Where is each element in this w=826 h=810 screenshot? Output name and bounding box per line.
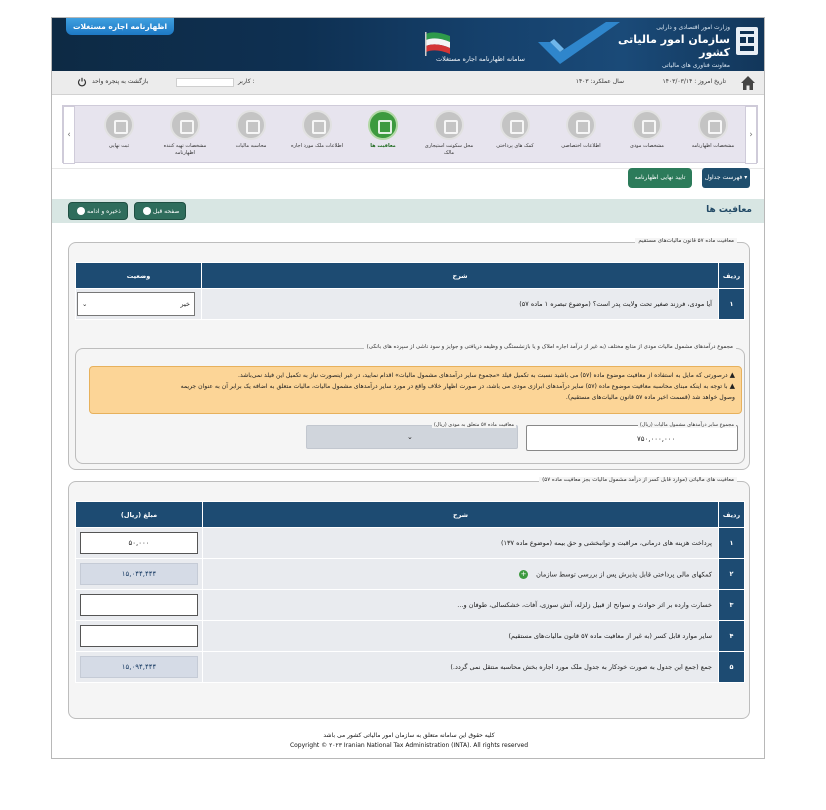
column-header-description: شرح [203, 502, 719, 528]
today-date: تاریخ امروز : ۱۴۰۳/۰۳/۱۴ [662, 78, 726, 85]
table-row [76, 289, 745, 320]
chevron-left-icon[interactable]: ‹ [63, 106, 75, 164]
table-header-row [76, 502, 745, 528]
step-icon [566, 110, 596, 140]
warning-line [96, 392, 735, 403]
declaration-title-tab[interactable]: اظهارنامه اجاره مستغلات [66, 18, 174, 35]
warning-icon: ▲ [729, 382, 735, 390]
plus-icon [77, 207, 85, 215]
other-income-value: ۷۵۰,۰۰۰,۰۰۰ [637, 435, 676, 443]
footer [52, 732, 765, 749]
organization-block [590, 24, 730, 69]
step-tax-calculation[interactable] [221, 110, 281, 150]
warning-text-3: وصول خواهد شد (قسمت اخیر ماده ۵۷ قانون مالیات‌های مستقیم). [565, 394, 735, 401]
step-label: مشخصات مودی [630, 143, 664, 149]
row-description-text: کمکهای مالی پرداختی قابل پذیرش پس از بررسی توسط سازمان [536, 570, 712, 578]
status-cell [76, 289, 202, 320]
user-name-field [176, 78, 234, 87]
column-header-row: ردیف [719, 263, 745, 289]
table-row [76, 652, 745, 683]
step-owner-rented-residence[interactable] [419, 110, 479, 157]
previous-page-button[interactable] [134, 202, 186, 220]
description-cell: سایر موارد قابل کسر (به غیر از معافیت ماده ۵۷ قانون مالیات‌های مستقیم) [203, 621, 719, 652]
description-cell: آیا مودی، فرزند صغیر تحت ولایت پدر است؟ (موضوع تبصره ۱ ماده ۵۷) [202, 289, 719, 320]
ministry-name: وزارت امور اقتصادی و دارایی [656, 24, 730, 31]
step-label: مشخصات تهیه کننده اظهارنامه [163, 143, 207, 156]
return-to-single-window-link[interactable]: بازگشت به پنجره واحد [92, 78, 149, 85]
row-number: ۱ [719, 528, 745, 559]
step-exemptions[interactable] [353, 110, 413, 150]
step-label: کمک های پرداختی [496, 143, 534, 149]
row-number: ۳ [719, 590, 745, 621]
info-bar [52, 71, 765, 95]
row-number: ۴ [719, 621, 745, 652]
step-icon [236, 110, 266, 140]
amount-cell [76, 590, 203, 621]
arrow-left-icon [143, 207, 151, 215]
fieldset-legend: معافیت های مالیاتی (موارد قابل کسر از درآمد مشمول مالیات بجز معافیت ماده ۵۷) [539, 477, 737, 483]
description-cell [203, 559, 719, 590]
step-label: ثبت نهایی [108, 143, 130, 149]
step-label: مشخصات اظهارنامه [691, 143, 735, 149]
home-icon[interactable] [740, 75, 756, 91]
chevron-down-icon: ⌄ [82, 300, 88, 308]
caret-down-icon: ▾ [744, 174, 748, 181]
warning-icon: ▲ [729, 371, 735, 379]
warning-text-1: درصورتی که مایل به استفاده از معافیت موضوع ماده (۵۷) می باشید نسبت به تکمیل فیلد «مجموع سایر درآمدهای مشمول مالیات» اقدام نمایید، در غیر اینصورت نیاز به تکمیل این فیلد نمی‌باشد. [238, 372, 728, 379]
save-and-continue-button[interactable] [68, 202, 128, 220]
table-row [76, 621, 745, 652]
medical-expenses-input[interactable]: ۵۰,۰۰۰ [80, 532, 198, 554]
save-and-continue-label: ذخیره و ادامه [87, 208, 121, 215]
step-icon [170, 110, 200, 140]
description-cell: خسارت وارده بر اثر حوادث و سوانح از قبیل زلزله، آتش سوزی، آفات، خشکسالی، طوفان و... [203, 590, 719, 621]
amount-cell [76, 621, 203, 652]
fieldset-legend: معافیت ماده ۵۷ قانون مالیات‌های مستقیم [635, 238, 737, 244]
footer-copyright: Copyright © ۲۰۲۳ Iranian National Tax Administration (INTA). All rights reserved [289, 742, 529, 749]
chevron-right-icon[interactable]: › [745, 106, 757, 164]
row-number: ۲ [719, 559, 745, 590]
step-label: اطلاعات اختصاصی [561, 143, 601, 149]
table-row [76, 590, 745, 621]
subfieldset-legend: مجموع درآمدهای مشمول مالیات مودی از منابع مختلف (به غیر از درآمد اجاره املاک و یا بازنشستگی و وظیفه دریافتی و جوایز و سود ناشی از سپرده های بانکی) [364, 344, 736, 350]
chevron-down-icon: ⌄ [407, 433, 413, 441]
row-number: ۱ [719, 289, 745, 320]
other-income-input[interactable] [526, 425, 738, 451]
amount-cell [76, 528, 203, 559]
step-label: معافیت ها [370, 143, 396, 149]
warning-line [96, 370, 735, 381]
table-row [76, 528, 745, 559]
step-label: محل سکونت استیجاری مالک [424, 143, 474, 156]
table-row [76, 559, 745, 590]
row-number: ۵ [719, 652, 745, 683]
total-amount-readonly: ۱۵,۰۹۴,۴۴۴ [80, 656, 198, 678]
step-icon [500, 110, 530, 140]
step-paid-contributions[interactable] [485, 110, 545, 150]
article57-table [75, 262, 745, 320]
tax-exemptions-fieldset [68, 477, 750, 719]
step-icon [368, 110, 398, 140]
article57-exemption-label: معافیت ماده ۵۷ متعلق به مودی (ریال) [433, 422, 514, 428]
tax-organization-emblem-icon [735, 26, 759, 56]
step-taxpayer-specs[interactable] [617, 110, 677, 150]
fiscal-year: سال عملکرد: ۱۴۰۳ [575, 78, 624, 85]
exemption-warning-box [89, 366, 742, 414]
deputy-name: معاونت فناوری های مالیاتی [662, 62, 730, 69]
step-icon [698, 110, 728, 140]
description-cell: پرداخت هزینه های درمانی، مراقبت و توانبخشی و حق بیمه (موضوع ماده ۱۳۷) [203, 528, 719, 559]
app-frame [51, 17, 765, 759]
step-declaration-specs[interactable] [683, 110, 743, 150]
amount-cell [76, 652, 203, 683]
step-icon [632, 110, 662, 140]
warning-line [96, 381, 735, 392]
column-header-amount: مبلغ (ریال) [76, 502, 203, 528]
description-cell: جمع (جمع این جدول به صورت خودکار به جدول ملک مورد اجاره بخش محاسبه منتقل نمی گردد.) [203, 652, 719, 683]
tables-list-dropdown[interactable] [702, 168, 750, 188]
previous-page-label: صفحه قبل [153, 208, 180, 215]
footer-rights-text: کلیه حقوق این سامانه متعلق به سازمان امور مالیاتی کشور می باشد [323, 732, 495, 739]
other-income-subfieldset [75, 344, 745, 464]
step-preparer-specs[interactable] [155, 110, 215, 157]
column-header-description: شرح [202, 263, 719, 289]
donations-amount-readonly: ۱۵,۰۴۴,۴۴۴ [80, 563, 198, 585]
other-deductions-input[interactable] [80, 625, 198, 647]
step-icon [302, 110, 332, 140]
step-specific-info[interactable] [551, 110, 611, 150]
step-rented-property-info[interactable] [287, 110, 347, 150]
other-income-label: مجموع سایر درآمدهای مشمول مالیات (ریال) [639, 422, 734, 428]
iran-flag-icon [424, 28, 452, 58]
final-confirm-button[interactable]: تایید نهایی اظهارنامه [628, 168, 692, 188]
column-header-status: وضعیت [76, 263, 202, 289]
article57-exemption-field[interactable] [306, 425, 518, 449]
article57-exemption-fieldset [68, 238, 750, 470]
user-label: کاربر : [238, 78, 255, 85]
step-label: محاسبه مالیات [235, 143, 267, 149]
header-banner [52, 18, 765, 71]
wizard-steps [62, 105, 758, 163]
table-header-row [76, 263, 745, 289]
step-final-submit[interactable] [89, 110, 149, 150]
column-header-row: ردیف [719, 502, 745, 528]
amount-cell [76, 559, 203, 590]
select-value: خیر [180, 300, 190, 308]
step-icon [104, 110, 134, 140]
organization-name: سازمان امور مالیاتی کشور [617, 33, 730, 59]
tables-list-label: فهرست جداول [704, 174, 743, 181]
step-icon [434, 110, 464, 140]
disaster-loss-input[interactable] [80, 594, 198, 616]
plus-icon[interactable]: + [520, 569, 527, 578]
tax-exemptions-table [75, 501, 745, 683]
warning-text-2: با توجه به اینکه مبنای محاسبه معافیت موضوع ماده (۵۷) سایر درآمدهای ابرازی مودی می باشد، در صورت اظهار خلاف واقع در مورد سایر درآمدهای مشمول مالیات، مالیات متعلق به اضافه یک برابر آن به عنوان جریمه [180, 383, 728, 390]
section-title: معافیت ها [706, 205, 752, 215]
power-icon[interactable] [77, 77, 87, 87]
minor-child-status-select[interactable] [77, 292, 195, 316]
system-title: سامانه اظهارنامه اجاره مستغلات [436, 55, 525, 63]
step-label: اطلاعات ملک مورد اجاره [290, 143, 344, 149]
